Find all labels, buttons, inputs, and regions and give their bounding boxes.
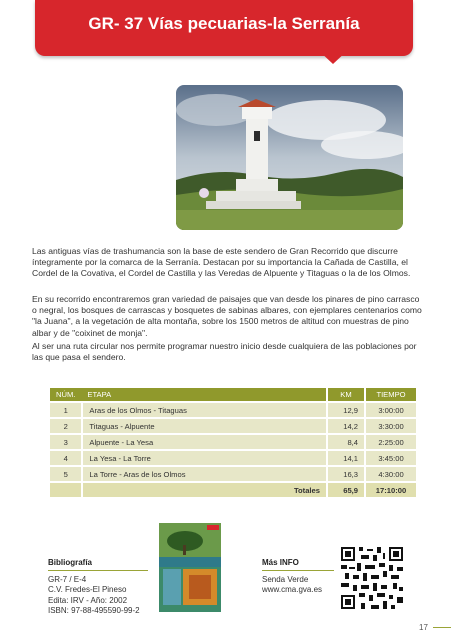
totals-empty-cell: [50, 483, 81, 497]
row-km: 16,3: [326, 467, 364, 481]
row-tiempo: 3:00:00: [364, 403, 416, 417]
row-num: 3: [50, 435, 81, 449]
intro-paragraph-2: En su recorrido encontraremos gran variedad de paisajes que van desde los pinares de pino carrasco o negral, los bosques de carrascas y bosquetes de sabinas albares, con ejemplares centenarios como "la Juana", a la vegetación de alta montaña, sobre los 1500 metros de altitud con muestras de pino albar y de "coixinet de monja".: [32, 294, 422, 338]
table-row: [50, 467, 416, 481]
table-header-row: [50, 388, 416, 401]
row-km: 14,2: [326, 419, 364, 433]
bibliografia-line: ISBN: 97-88-495590-99-2: [48, 606, 140, 616]
row-etapa: Alpuente - La Yesa: [81, 435, 326, 449]
table-row: [50, 451, 416, 465]
row-km: 8,4: [326, 435, 364, 449]
mas-info-line: www.cma.gva.es: [262, 585, 323, 595]
bibliografia-lines: [48, 575, 140, 617]
qr-code-icon: [341, 547, 403, 609]
bibliografia-title: Bibliografía: [48, 558, 93, 567]
totals-row: [50, 483, 416, 497]
intro-paragraph-3: Al ser una ruta circular nos permite programar nuestro inicio desde cualquiera de las poblaciones por las que pasa el sendero.: [32, 341, 417, 363]
bibliografia-line: GR-7 / E-4: [48, 575, 87, 584]
intro-paragraph-1: Las antiguas vías de trashumancia son la base de este sendero de Gran Recorrido que discurre íntegramente por la comarca de la Serranía. Destacan por su importancia la Cañada de Castilla, el Cordel de la Covativa, el Cordel de Castilla y las Veredas de Alpuente y Titaguas o la de los Olmos.: [32, 246, 411, 279]
row-etapa: Titaguas - Alpuente: [81, 419, 326, 433]
header-etapa: ETAPA: [81, 388, 326, 401]
header-km: KM: [326, 388, 364, 401]
page-number: 17: [419, 623, 428, 632]
row-etapa: Aras de los Olmos - Titaguas: [81, 403, 326, 417]
row-tiempo: 4:30:00: [364, 467, 416, 481]
table-row: [50, 419, 416, 433]
row-tiempo: 3:45:00: [364, 451, 416, 465]
page-number-rule: [433, 627, 451, 628]
row-num: 2: [50, 419, 81, 433]
stages-table: [50, 386, 416, 499]
totals-label: Totales: [81, 483, 326, 497]
row-etapa: La Torre - Aras de los Olmos: [81, 467, 326, 481]
row-km: 12,9: [326, 403, 364, 417]
totals-tiempo: 17:10:00: [364, 483, 416, 497]
mas-info-line: Senda Verde: [262, 575, 309, 584]
banner-tip: [318, 50, 348, 64]
table-row: [50, 435, 416, 449]
header-num: NÚM.: [50, 388, 81, 401]
bibliografia-line: C.V. Fredes-El Pineso: [48, 585, 127, 595]
row-tiempo: 3:30:00: [364, 419, 416, 433]
row-num: 5: [50, 467, 81, 481]
book-cover-image: [159, 523, 221, 612]
table-row: [50, 403, 416, 417]
bibliografia-rule: [48, 570, 148, 571]
row-km: 14,1: [326, 451, 364, 465]
mas-info-lines: [262, 575, 322, 596]
row-num: 1: [50, 403, 81, 417]
row-etapa: La Yesa - La Torre: [81, 451, 326, 465]
mas-info-title: Más INFO: [262, 558, 299, 567]
bibliografia-line: Edita: IRV - Año: 2002: [48, 595, 128, 605]
row-tiempo: 2:25:00: [364, 435, 416, 449]
header-tiempo: TIEMPO: [364, 388, 416, 401]
page-title: GR- 37 Vías pecuarias-la Serranía: [88, 14, 360, 33]
row-num: 4: [50, 451, 81, 465]
route-photo: [176, 85, 403, 230]
totals-km: 65,9: [326, 483, 364, 497]
mas-info-rule: [262, 570, 334, 571]
